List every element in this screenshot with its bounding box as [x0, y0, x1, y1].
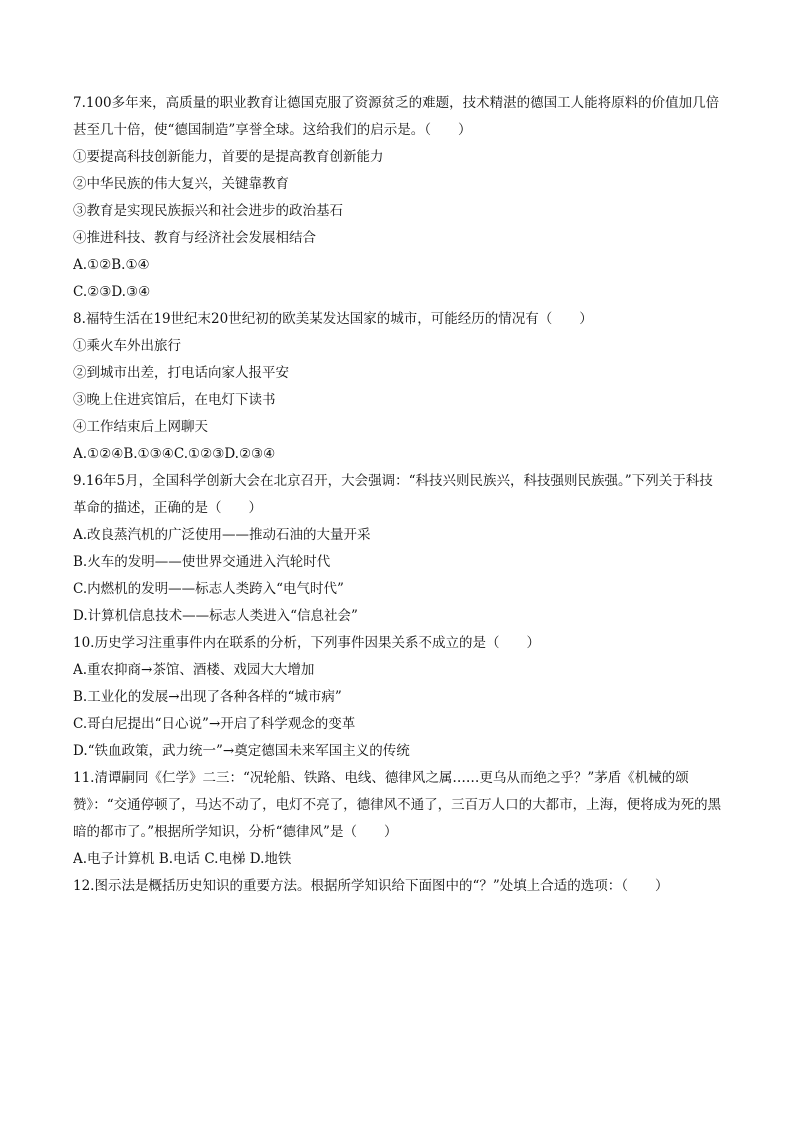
question-9-option-a: A.改良蒸汽机的广泛使用——推动石油的大量开采: [73, 527, 371, 543]
question-7-item-3: ③教育是实现民族振兴和社会进步的政治基石: [73, 203, 343, 219]
question-10-option-d: D.“铁血政策，武力统一”→奠定德国未来军国主义的传统: [73, 743, 410, 759]
question-7-options-cd: C.②③D.③④: [73, 284, 151, 300]
question-8-item-1: ①乘火车外出旅行: [73, 338, 181, 354]
question-8-item-3: ③晚上住进宾馆后，在电灯下读书: [73, 392, 276, 408]
question-12-stem: 12.图示法是概括历史知识的重要方法。根据所学知识给下面图中的“？”处填上合适的选项：（ ）: [73, 878, 669, 894]
question-8-stem: 8.福特生活在19世纪末20世纪初的欧美某发达国家的城市，可能经历的情况有（ ）: [73, 311, 593, 327]
question-9-option-d: D.计算机信息技术——标志人类进入“信息社会”: [73, 608, 358, 624]
question-10-option-a: A.重农抑商→茶馆、酒楼、戏园大大增加: [73, 662, 315, 678]
question-10-option-c: C.哥白尼提出“日心说”→开启了科学观念的变革: [73, 716, 356, 732]
question-11-options: A.电子计算机 B.电话 C.电梯 D.地铁: [73, 851, 292, 867]
question-9-option-c: C.内燃机的发明——标志人类跨入“电气时代”: [73, 581, 344, 597]
question-7-stem: 7.100多年来，高质量的职业教育让德国克服了资源贫乏的难题，技术精湛的德国工人能将原料的价值加几倍甚至几十倍，使“德国制造”享誉全球。这给我们的启示是。（ ）: [73, 95, 720, 138]
question-7-options-ab: A.①②B.①④: [73, 257, 150, 273]
question-7-item-2: ②中华民族的伟大复兴，关键靠教育: [73, 176, 289, 192]
question-9-stem: 9.16年5月，全国科学创新大会在北京召开，大会强调：“科技兴则民族兴，科技强则民族强。”下列关于科技革命的描述，正确的是（ ）: [73, 473, 713, 516]
question-8-options: A.①②④B.①③④C.①②③D.②③④: [73, 446, 276, 462]
question-8-item-2: ②到城市出差，打电话向家人报平安: [73, 365, 289, 381]
question-9-option-b: B.火车的发明——使世界交通进入汽轮时代: [73, 554, 331, 570]
question-7-item-4: ④推进科技、教育与经济社会发展相结合: [73, 230, 316, 246]
question-10-option-b: B.工业化的发展→出现了各种各样的“城市病”: [73, 689, 342, 705]
question-11-stem: 11.清谭嗣同《仁学》二三：“况轮船、铁路、电线、德律风之属……更乌从而绝之乎？”茅盾《机械的颂赞》：“交通停顿了，马达不动了，电灯不亮了，德律风不通了，三百万人口的大都市，上海，便将成为死的黑暗的都市了。”根据所学知识，分析“德律风”是（ ）: [73, 770, 722, 840]
exam-page: [73, 90, 725, 900]
question-8-item-4: ④工作结束后上网聊天: [73, 419, 208, 435]
question-7-item-1: ①要提高科技创新能力，首要的是提高教育创新能力: [73, 149, 384, 165]
question-10-stem: 10.历史学习注重事件内在联系的分析，下列事件因果关系不成立的是（ ）: [73, 635, 540, 651]
